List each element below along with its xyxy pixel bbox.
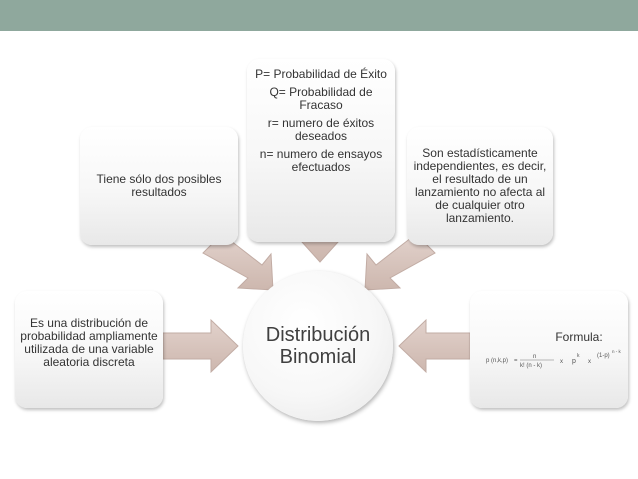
formula-q-base: (1-p) [597,353,610,359]
formula-label: Formula: [555,330,603,344]
formula-p-exp: k [577,353,580,359]
formula-p-base: p [572,358,576,365]
two-outcomes-box [80,127,238,245]
definition-box [15,291,163,408]
definition-q: Q= Probabilidad de Fracaso [269,85,373,112]
formula-times-2: x [588,359,591,365]
center-circle [243,271,393,421]
arrow-left [163,320,238,372]
definitions-box [247,59,395,242]
independence-text: Son estadísticamente independientes, es decir, el resultado de un lanzamiento no afecta al de cualquier otro lanzamiento. [413,146,547,225]
definition-text: Es una distribución de probabilidad ampliamente utilizada de una variable aleatoria discreta [20,316,158,369]
independence-box [407,127,553,245]
formula-numerator: n [533,354,537,360]
definition-p: P= Probabilidad de Éxito [255,67,387,81]
center-title-line2: Binomial [279,346,357,368]
formula-eq: = [514,358,518,364]
formula-times-1: x [560,359,563,365]
center-title-line1: Distribución [265,324,371,346]
two-outcomes-text: Tiene sólo dos posibles resultados [96,172,222,199]
binomial-formula [484,346,624,370]
definition-n: n= numero de ensayos efectuados [259,147,383,174]
definition-r: r= numero de éxitos deseados [267,116,375,143]
formula-denominator: k! (n - k) [520,363,542,369]
formula-q-exp: n - k [612,349,621,354]
arrow-right [399,320,470,372]
formula-lhs: p (n,k,p) [486,358,509,364]
